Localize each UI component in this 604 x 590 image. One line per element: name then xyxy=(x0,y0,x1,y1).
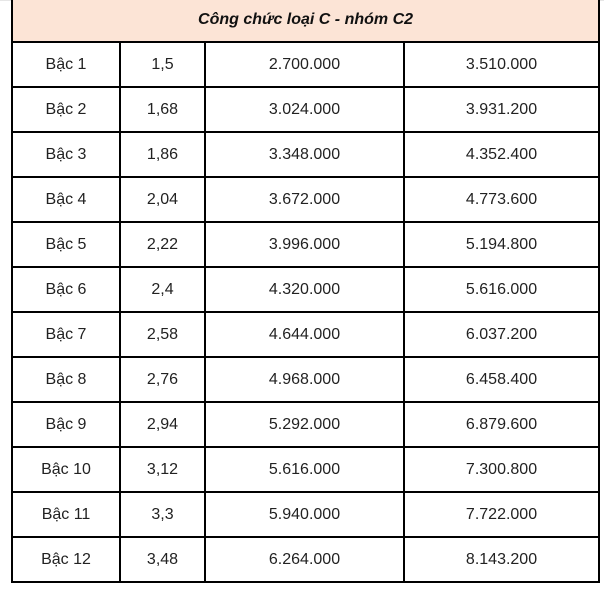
coefficient-cell: 2,94 xyxy=(120,402,205,447)
salary-new-cell: 8.143.200 xyxy=(404,537,599,582)
table-header-row xyxy=(12,0,599,42)
salary-table xyxy=(11,0,600,583)
coefficient-cell: 2,22 xyxy=(120,222,205,267)
grade-cell: Bậc 11 xyxy=(12,492,120,537)
grade-cell: Bậc 10 xyxy=(12,447,120,492)
coefficient-cell: 3,48 xyxy=(120,537,205,582)
salary-new-cell: 6.879.600 xyxy=(404,402,599,447)
coefficient-cell: 2,4 xyxy=(120,267,205,312)
salary-current-cell: 6.264.000 xyxy=(205,537,404,582)
table-row xyxy=(12,357,599,402)
grade-cell: Bậc 12 xyxy=(12,537,120,582)
salary-current-cell: 5.616.000 xyxy=(205,447,404,492)
salary-new-cell: 6.458.400 xyxy=(404,357,599,402)
grade-cell: Bậc 1 xyxy=(12,42,120,87)
salary-current-cell: 3.996.000 xyxy=(205,222,404,267)
grade-cell: Bậc 5 xyxy=(12,222,120,267)
salary-new-cell: 4.352.400 xyxy=(404,132,599,177)
salary-new-cell: 4.773.600 xyxy=(404,177,599,222)
salary-current-cell: 3.348.000 xyxy=(205,132,404,177)
salary-new-cell: 5.194.800 xyxy=(404,222,599,267)
coefficient-cell: 3,3 xyxy=(120,492,205,537)
table-row xyxy=(12,42,599,87)
salary-new-cell: 7.722.000 xyxy=(404,492,599,537)
salary-current-cell: 3.024.000 xyxy=(205,87,404,132)
grade-cell: Bậc 4 xyxy=(12,177,120,222)
salary-current-cell: 4.644.000 xyxy=(205,312,404,357)
coefficient-cell: 1,86 xyxy=(120,132,205,177)
table-row xyxy=(12,267,599,312)
grade-cell: Bậc 3 xyxy=(12,132,120,177)
salary-new-cell: 5.616.000 xyxy=(404,267,599,312)
coefficient-cell: 2,04 xyxy=(120,177,205,222)
salary-new-cell: 7.300.800 xyxy=(404,447,599,492)
grade-cell: Bậc 2 xyxy=(12,87,120,132)
coefficient-cell: 1,68 xyxy=(120,87,205,132)
table-row xyxy=(12,312,599,357)
salary-current-cell: 5.940.000 xyxy=(205,492,404,537)
salary-current-cell: 5.292.000 xyxy=(205,402,404,447)
table-row xyxy=(12,402,599,447)
grade-cell: Bậc 8 xyxy=(12,357,120,402)
coefficient-cell: 2,76 xyxy=(120,357,205,402)
table-title: Công chức loại C - nhóm C2 xyxy=(12,0,599,42)
table-row xyxy=(12,492,599,537)
salary-new-cell: 3.931.200 xyxy=(404,87,599,132)
table-row xyxy=(12,87,599,132)
salary-current-cell: 4.968.000 xyxy=(205,357,404,402)
salary-new-cell: 3.510.000 xyxy=(404,42,599,87)
salary-current-cell: 3.672.000 xyxy=(205,177,404,222)
table-row xyxy=(12,132,599,177)
grade-cell: Bậc 6 xyxy=(12,267,120,312)
table-row xyxy=(12,177,599,222)
coefficient-cell: 1,5 xyxy=(120,42,205,87)
coefficient-cell: 2,58 xyxy=(120,312,205,357)
salary-current-cell: 4.320.000 xyxy=(205,267,404,312)
salary-new-cell: 6.037.200 xyxy=(404,312,599,357)
salary-current-cell: 2.700.000 xyxy=(205,42,404,87)
grade-cell: Bậc 9 xyxy=(12,402,120,447)
table-row xyxy=(12,447,599,492)
coefficient-cell: 3,12 xyxy=(120,447,205,492)
table-row xyxy=(12,537,599,582)
grade-cell: Bậc 7 xyxy=(12,312,120,357)
table-row xyxy=(12,222,599,267)
